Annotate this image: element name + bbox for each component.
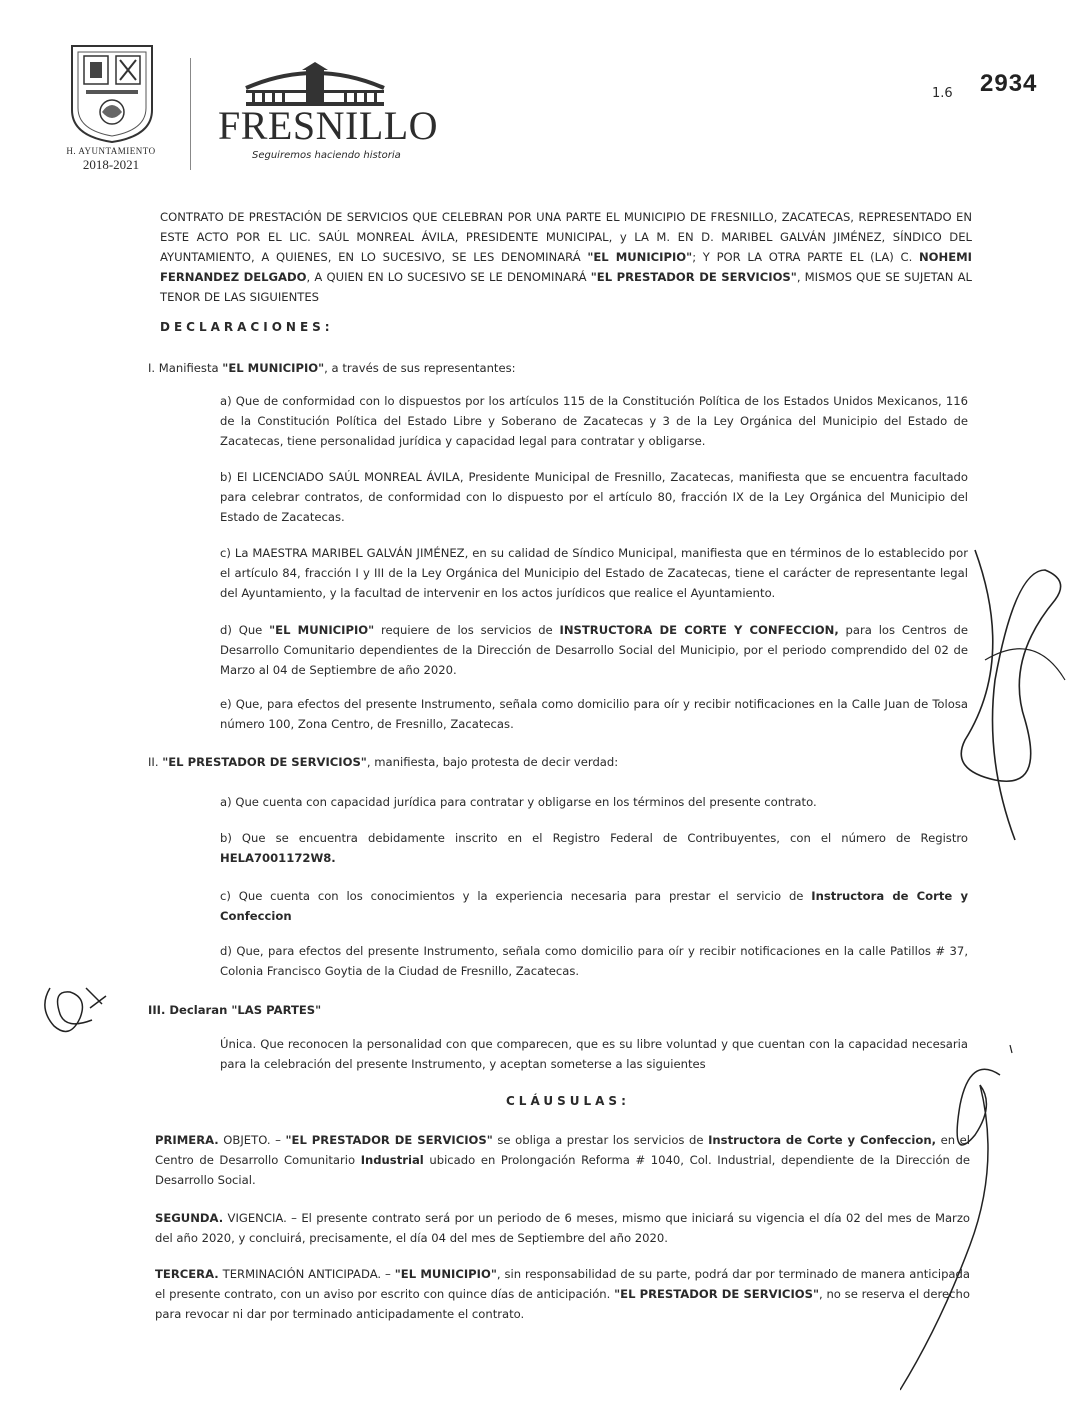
decl-ii-bold: "EL PRESTADOR DE SERVICIOS" — [162, 755, 367, 769]
initials-left-icon — [30, 968, 110, 1048]
decl-d-bold-1: "EL MUNICIPIO" — [269, 623, 375, 637]
tercera-post: , no se reserva el derecho para revocar ni dar por terminado anticipadamente el contrato. — [155, 1287, 970, 1321]
declaracion-i-e: e) Que, para efectos del presente Instrumento, señala como domicilio para oír y recibir notificaciones en la Calle Juan de Tolosa número 100, Zona Centro, de Fresnillo, Zacatecas. — [220, 697, 968, 731]
tercera-bold-2: "EL PRESTADOR DE SERVICIOS" — [614, 1287, 819, 1301]
declaracion-unica: Única. Que reconocen la personalidad con que comparecen, que es su libre voluntad y que cuentan con la capacidad necesaria para la celebración del presente Instrumento, y aceptan someterse a las siguientes — [220, 1037, 968, 1071]
declaracion-i — [148, 358, 978, 378]
ayuntamiento-label: H. AYUNTAMIENTO — [66, 146, 156, 156]
declaracion-ii-d: d) Que, para efectos del presente Instrumento, señala como domicilio para oír y recibir notificaciones en la calle Patillos # 37, Colonia Francisco Goytia de la Ciudad de Fresnillo, Zacatecas. — [220, 944, 968, 978]
decl-ii-post: , manifiesta, bajo protesta de decir verdad: — [366, 755, 619, 769]
primera-mid: se obliga a prestar los servicios de — [492, 1133, 709, 1147]
segunda-label: SEGUNDA. — [155, 1211, 224, 1225]
declaracion-ii — [148, 752, 978, 772]
decl-d-mid: requiere de los servicios de — [374, 623, 560, 637]
decl-i-bold: "EL MUNICIPIO" — [222, 361, 325, 375]
declaracion-iii — [148, 1000, 978, 1020]
decl-ii-c-pre: c) Que cuenta con los conocimientos y la experiencia necesaria para prestar el servicio de — [220, 889, 812, 903]
signature-right-bottom-icon — [900, 1045, 1030, 1395]
intro-text-3: , A QUIEN EN LO SUCESIVO SE LE DENOMINARÁ — [306, 270, 591, 284]
decl-ii-c-bold: Instructora de Corte y Confeccion — [220, 889, 969, 923]
decl-d-bold-2: INSTRUCTORA DE CORTE Y CONFECCION, — [559, 623, 839, 637]
primera-bold-2: Instructora de Corte y Confeccion, — [708, 1133, 937, 1147]
declaraciones-title: DECLARACIONES: — [160, 320, 334, 334]
ayuntamiento-seal-icon — [68, 40, 156, 144]
decl-ii-pre: II. — [148, 755, 163, 769]
intro-bold-municipio: "EL MUNICIPIO" — [587, 250, 693, 264]
intro-bold-name: NOHEMI FERNANDEZ DELGADO — [160, 250, 972, 284]
decl-iii-bold: "LAS PARTES" — [231, 1003, 322, 1017]
declaracion-i-a: a) Que de conformidad con lo dispuestos por los artículos 115 de la Constitución Política de los Estados Unidos Mexicanos, 116 de la Constitución Política del Estado Libre y Soberano de Zacatecas y 3 de la Ley Orgánica del Municipio del Estado de Zacatecas, tiene personalidad jurídica y capacidad legal para contratar y obligarse. — [220, 394, 968, 448]
declaracion-i-c: c) La MAESTRA MARIBEL GALVÁN JIMÉNEZ, en su calidad de Síndico Municipal, manifiesta que en términos de lo establecido por el artículo 84, fracción I y III de la Ley Orgánica del Municipio del Estado de Zacatecas, tiene el carácter de representante legal del Ayuntamiento, y la facultad de intervenir en los actos jurídicos que realice el Ayuntamiento. — [220, 546, 968, 600]
signature-right-top-icon — [955, 540, 1075, 850]
fresnillo-logo-icon — [240, 60, 390, 108]
brand-name: FRESNILLO — [218, 103, 439, 148]
decl-ii-b-pre: b) Que se encuentra debidamente inscrito en el Registro Federal de Contribuyentes, con el número de Registro — [220, 831, 968, 845]
primera-bold-1: "EL PRESTADOR DE SERVICIOS" — [285, 1133, 493, 1147]
contract-intro — [160, 207, 972, 307]
declaracion-i-b: b) El LICENCIADO SAÚL MONREAL ÁVILA, Presidente Municipal de Fresnillo, Zacatecas, manifiesta que se encuentra facultado para celebrar contratos, de conformidad con lo dispuesto por el artículo 80, fracción IX de la Ley Orgánica del Municipio del Estado de Zacatecas. — [220, 470, 968, 524]
tercera-mid: , sin responsabilidad de su parte, podrá dar por terminado de manera anticipada el presente contrato, con un aviso por escrito con quince días de anticipación. — [155, 1267, 970, 1301]
clausula-tercera — [155, 1264, 970, 1324]
tercera-label: TERCERA. — [155, 1267, 219, 1281]
clausula-primera — [155, 1130, 970, 1190]
intro-text-2: ; Y POR LA OTRA PARTE EL (LA) C. — [692, 250, 919, 264]
intro-text-4: , MISMOS QUE SE SUJETAN AL TENOR DE LAS SIGUIENTES — [160, 270, 972, 304]
decl-d-post: para los Centros de Desarrollo Comunitario dependientes de la Dirección de Desarrollo Social del Municipio, por el periodo comprendido del 02 de Marzo al 04 de Septiembre de año 2020. — [220, 623, 968, 677]
clausulas-title: CLÁUSULAS: — [506, 1094, 630, 1108]
folio-number: 2934 — [980, 70, 1038, 97]
decl-d-pre: d) Que — [220, 623, 270, 637]
declaracion-i-d — [220, 620, 968, 680]
decl-i-post: , a través de sus representantes: — [324, 361, 516, 375]
clausula-segunda — [155, 1208, 970, 1248]
rfc-number: HELA7001172W8. — [220, 851, 336, 865]
header-divider — [190, 58, 191, 170]
declaracion-ii-a: a) Que cuenta con capacidad jurídica para contratar y obligarse en los términos del presente contrato. — [220, 795, 817, 809]
primera-label: PRIMERA. — [155, 1133, 219, 1147]
intro-bold-prestador: "EL PRESTADOR DE SERVICIOS" — [590, 270, 797, 284]
intro-text-1: CONTRATO DE PRESTACIÓN DE SERVICIOS QUE CELEBRAN POR UNA PARTE EL MUNICIPIO DE FRESNILLO, ZACATECAS, REPRESENTADO EN ESTE ACTO POR EL LIC. SAÚL MONREAL ÁVILA, PRESIDENTE MUNICIPAL, y LA M. EN D. MARIBEL GALVÁN JIMÉNEZ, SÍNDICO DEL AYUNTAMIENTO, A QUIENES, EN LO SUCESIVO, SE LES DENOMINARÁ — [160, 210, 972, 264]
primera-post: ubicado en Prolongación Reforma # 1040, Col. Industrial, dependiente de la Dirección de Desarrollo Social. — [155, 1153, 970, 1187]
decl-i-pre: I. Manifiesta — [148, 361, 223, 375]
tercera-head: TERMINACIÓN ANTICIPADA. – — [218, 1267, 395, 1281]
tercera-bold-1: "EL MUNICIPIO" — [394, 1267, 497, 1281]
folio-mark: 1.6 — [932, 86, 953, 101]
brand-slogan: Seguiremos haciendo historia — [252, 150, 401, 161]
declaracion-ii-b — [220, 828, 968, 868]
decl-iii-pre: III. Declaran — [148, 1003, 232, 1017]
primera-head: OBJETO. – — [218, 1133, 286, 1147]
segunda-text: VIGENCIA. – El presente contrato será por un periodo de 6 meses, mismo que iniciará su vigencia el día 02 del mes de Marzo del año 2020, y concluirá, precisamente, el día 04 del mes de Septiembre del año 2020. — [155, 1211, 970, 1245]
declaracion-ii-c — [220, 886, 968, 926]
primera-bold-3: Industrial — [360, 1153, 424, 1167]
ayuntamiento-years: 2018-2021 — [82, 157, 140, 172]
primera-mid-2: en el Centro de Desarrollo Comunitario — [155, 1133, 970, 1167]
